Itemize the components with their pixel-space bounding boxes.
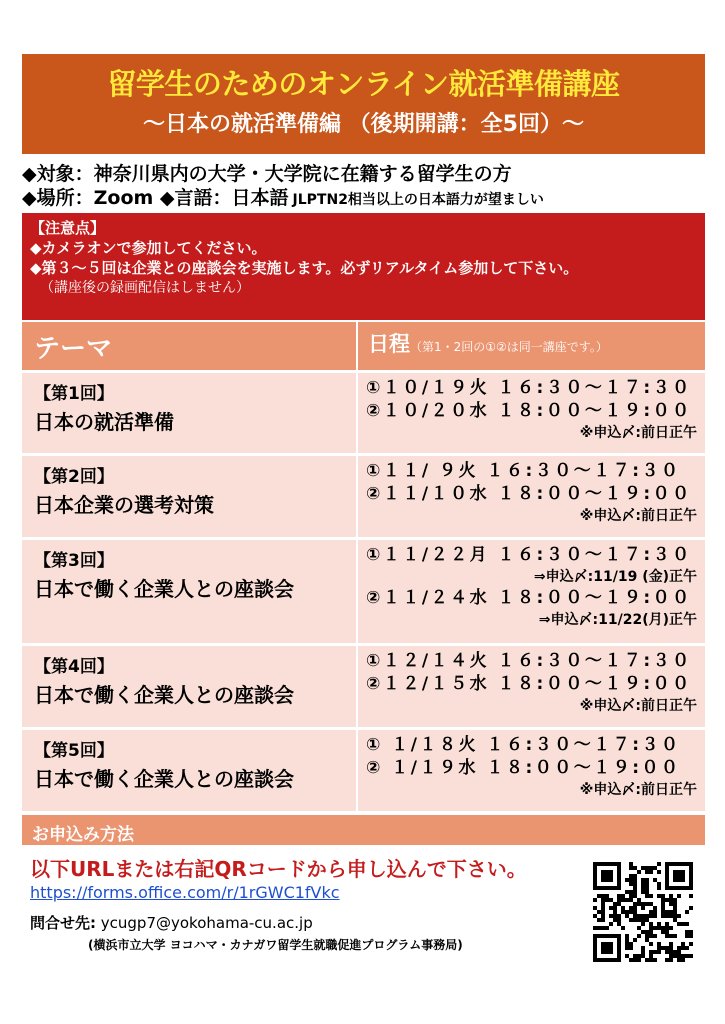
schedule-table <box>22 322 705 811</box>
theme-cell <box>22 456 358 537</box>
page-title: 留学生のためのオンライン就活準備講座 <box>107 67 620 101</box>
deadline-note: ※申込〆:前日正午 <box>579 698 697 714</box>
place-language-info <box>22 183 544 210</box>
notice-heading: 【注意点】 <box>30 219 106 237</box>
schedule-slot-1: ①１２/１４火 １６:３０～１７:３０ <box>366 651 692 671</box>
target-info: ◆対象：神奈川県内の大学・大学院に在籍する留学生の方 <box>22 163 512 185</box>
schedule-slot-2: ②１０/２０水 １８:００～１９:００ <box>366 401 692 421</box>
theme-cell <box>22 373 358 453</box>
schedule-slot-1: ①１０/１９火 １６:３０～１７:３０ <box>366 378 692 398</box>
contact-email[interactable]: ycugp7@yokohama-cu.ac.jp <box>100 914 313 932</box>
notice-box <box>22 213 705 320</box>
place-language-text: ◆場所：Zoom ◆言語：日本語 <box>22 187 289 209</box>
contact-label: 問合せ先: <box>30 914 96 932</box>
session-name: 日本で働く企業人との座談会 <box>34 767 294 791</box>
schedule-cell <box>358 373 705 453</box>
apply-heading: お申込み方法 <box>22 815 705 845</box>
table-row <box>22 537 705 643</box>
deadline-note-1: ⇒申込〆:11/19 (金)正午 <box>533 569 697 585</box>
session-number: 【第1回】 <box>34 384 114 404</box>
session-number: 【第4回】 <box>34 657 114 677</box>
organization-name: (横浜市立大学 ヨコハマ・カナガワ留学生就職促進プログラム事務局) <box>88 938 463 952</box>
session-number: 【第2回】 <box>34 467 114 487</box>
table-row <box>22 643 705 727</box>
deadline-note: ※申込〆:前日正午 <box>579 425 697 441</box>
jlpt-requirement: JLPTN2相当以上の日本語力が望ましい <box>292 192 544 208</box>
page-subtitle: ～日本の就活準備編 （後期開講：全5回）～ <box>143 112 584 137</box>
schedule-cell <box>358 540 705 643</box>
contact-info <box>30 912 313 933</box>
notice-line-realtime: ◆第３～５回は企業との座談会を実施します。必ずリアルタイム参加して下さい。 <box>30 259 579 277</box>
apply-instruction: 以下URLまたは右記QRコードから申し込んで下さい。 <box>30 857 527 881</box>
schedule-cell <box>358 456 705 537</box>
col-schedule-header <box>358 322 705 370</box>
col-theme-header: テーマ <box>22 322 358 370</box>
theme-cell <box>22 646 358 727</box>
session-name: 日本の就活準備 <box>34 410 174 434</box>
deadline-note: ※申込〆:前日正午 <box>579 508 697 524</box>
schedule-cell <box>358 646 705 727</box>
schedule-slot-1: ①１１/ ９火 １６:３０～１７:３０ <box>366 461 681 481</box>
apply-form-link[interactable]: https://forms.office.com/r/1rGWC1fVkc <box>30 883 340 902</box>
header-banner <box>22 54 705 154</box>
col-schedule-label: 日程 <box>368 332 410 356</box>
qr-code-icon[interactable] <box>593 862 693 962</box>
notice-line-camera: ◆カメラオンで参加してください。 <box>30 239 267 257</box>
col-schedule-note: （第1・2回の①②は同一講座です。） <box>410 340 608 354</box>
session-name: 日本で働く企業人との座談会 <box>34 683 294 707</box>
theme-cell <box>22 540 358 643</box>
schedule-slot-1: ① １/１８火 １６:３０～１７:３０ <box>366 735 681 755</box>
schedule-cell <box>358 730 705 811</box>
schedule-slot-2: ②１２/１５水 １８:００～１９:００ <box>366 674 692 694</box>
deadline-note: ※申込〆:前日正午 <box>579 782 697 798</box>
schedule-slot-2: ②１１/１０水 １８:００～１９:００ <box>366 484 692 504</box>
table-row <box>22 727 705 811</box>
table-row <box>22 370 705 453</box>
session-name: 日本で働く企業人との座談会 <box>34 577 294 601</box>
session-number: 【第5回】 <box>34 741 114 761</box>
schedule-slot-1: ①１１/２２月 １６:３０～１７:３０ <box>366 545 692 565</box>
session-number: 【第3回】 <box>34 551 114 571</box>
notice-line-no-recording: （講座後の録画配信はしません） <box>40 280 250 296</box>
deadline-note-2: ⇒申込〆:11/22(月)正午 <box>538 612 697 628</box>
session-name: 日本企業の選考対策 <box>34 493 214 517</box>
table-header <box>22 322 705 370</box>
schedule-slot-2: ②１１/２４水 １８:００～１９:００ <box>366 588 692 608</box>
theme-cell <box>22 730 358 811</box>
table-row <box>22 453 705 537</box>
schedule-slot-2: ② １/１９水 １８:００～１９:００ <box>366 758 681 778</box>
